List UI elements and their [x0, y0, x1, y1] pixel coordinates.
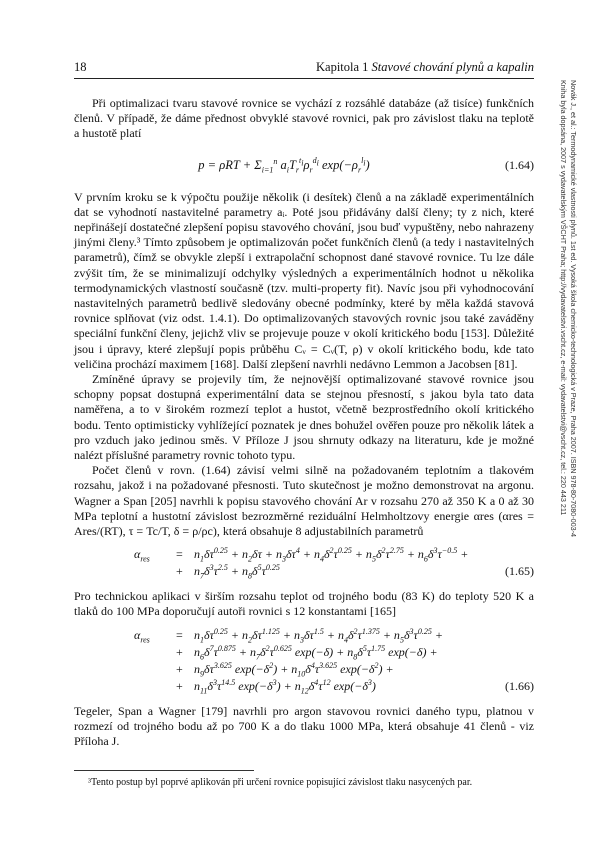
margin-citation-line-1: Novák J., et al.: Termodynamické vlastnosti plynů. 1st ed. Vysoká škola chemicko-technologická v Praze, Praha 2007. ISBN 978-80-7080-003-4	[569, 80, 578, 538]
header-rule	[74, 78, 534, 79]
margin-citation-line-2: Kniha byla dopsána, 2007 s vydavatelským VŠCHT Praha; http://vydavatelstvi.vscht.cz, e-mail: vydavatelstvi@vscht.cz, tel.: 220 443 211	[559, 80, 568, 516]
paragraph-2: V prvním kroku se k výpočtu použije několik (i desítek) členů a na základě experimentálních dat se vyhodnotí nastavitelné parametry aᵢ. Poté jsou přidávány další členy; ty z nich, které nepřinášejí dostatečné zlepšení popisu stavového chování, jsou buď vypuštěny, nebo nahrazeny jinými členy.³ Tímto způsobem je optimalizován počet funkčních členů (a tedy i nastavitelných parametrů), čímž se obvykle zlepší i extrapolační schopnost dané stavové rovnice. Tu lze dále zvýšit tím, že se minimalizují odchylky výsledných a experimentálních hodnot u několika termodynamických vlastností současně (tzv. multi-property fit). Navíc jsou při vyhodnocování nastavitelných parametrů bedlivě sledovány obecné podmínky, které by měla každá stavová rovnice splňovat (viz odst. 1.4.1). Do optimalizovaných stavových rovnic jsou také zaváděny speciální funkční členy, jejichž vliv se projevuje pouze v okolí kritického bodu [153]. Důležité jsou i úpravy, které zlepšují popis průběhu Cᵥ = Cᵥ(T, ρ) v okolí kritického bodu, kde tato veličina prochází maximem [168]. Další zlepšení navrhli nedávno Lemmon a Jacobsen [81].	[74, 189, 534, 371]
equation-1-66-number: (1.66)	[505, 678, 534, 693]
chapter-label: Kapitola 1	[316, 60, 369, 74]
chapter-title: Stavové chování plynů a kapalin	[371, 60, 534, 74]
equation-1-65-number: (1.65)	[505, 564, 534, 579]
running-title	[316, 60, 534, 75]
page-number: 18	[74, 60, 87, 74]
equation-1-64	[74, 150, 534, 184]
page-header	[74, 60, 534, 76]
margin-citation	[560, 80, 588, 600]
equation-1-64-number: (1.64)	[505, 157, 534, 172]
paragraph-1: Při optimalizaci tvaru stavové rovnice se vychází z rozsáhlé databáze (až tisíce) funkčních členů. V případě, že dáme přednost obvyklé stavové rovnici, pak pro závislost tlaku na teplotě a hustotě platí	[74, 96, 534, 141]
paragraph-4: Počet členů v rovn. (1.64) závisí velmi silně na požadovaném teplotním a tlakovém rozsahu, jakož i na požadované přesnosti. Tuto skutečnost je možno demonstrovat na argonu. Wagner a Span [205] navrhli k popisu stavového chování Ar v rozsahu 270 až 350 K a 0 až 30 MPa teplotní a hustotní závislost bezrozměrné reziduální Helmholtzovy energie αres (αres = Ares/(RT), τ = Tc/T, δ = ρ/ρc), která obsahuje 8 adjustabilních parametrů	[74, 463, 534, 539]
equation-1-64-formula: $p = \rho RT + \Sigma_{i=1}^n$ $a_iT_r^{t_i}\rho_r^{d_i}$ $\exp(-\rho_r^{l_i})$	[198, 156, 370, 175]
equation-1-65: $\alpha_{res}$ = $n_1\delta\tau^{0.25} + n_2\delta\tau + n_3\delta\tau^4 + n_4\delta^2\tau^{0.25} + n_5\delta^2\tau^{2.75} + n_6\delta^3\tau^{-0.5}$ + + $n_7\delta^3\tau^{2.5} + n_8\delta^5\tau^{0.25}$ (1.65)	[134, 546, 534, 581]
footnote: ³Tento postup byl poprvé aplikován při určení rovnice popisující závislost tlaku nasycených par.	[88, 777, 473, 788]
paragraph-6: Tegeler, Span a Wagner [179] navrhli pro argon stavovou rovnici daného typu, platnou v rozmezí od trojného bodu až po 700 K a do tlaku 1000 MPa, která obsahuje 41 členů - viz Příloha J.	[74, 703, 534, 749]
footnote-rule	[74, 770, 254, 771]
equation-1-66: $\alpha_{res}$ = $n_1\delta\tau^{0.25} + n_2\delta\tau^{1.125} + n_3\delta\tau^{1.5} + n_4\delta^2\tau^{1.375} + n_5\delta^3\tau^{0.25}$ + + $n_6\delta^7\tau^{0.875} + n_7\delta^2\tau^{0.625}$ $\exp(-\delta) + n_8\delta^5\tau^{1.75}$ exp(−δ) + + $n_9\delta\tau^{3.625}$ $\exp(-\delta^2) + n_{10}\delta^4\tau^{3.625}$ $\exp(-\delta^2)$ + + $n_{11}\delta^3\tau^{14.5}$ $\exp(-\delta^3) + n_{12}\delta^4\tau^{12}$ $\exp(-\delta^3)$ (1.66)	[134, 626, 534, 696]
body-text	[74, 96, 534, 749]
paragraph-5: Pro technickou aplikaci v širším rozsahu teplot od trojného bodu (83 K) do teploty 520 K a tlaků do 100 MPa doporučují autoři rovnici s 12 konstantami [165]	[74, 589, 534, 619]
paragraph-3: Zmíněné úpravy se projevily tím, že nejnovější optimalizované stavové rovnice jsou schopny popsat dostupná experimentální data se stejnou přesností, s jakou byla tato data naměřena, a to v širokém rozmezí teplot a hustot, včetně bezprostředního okolí kritického bodu. Tento optimisticky vyhlížející poznatek je dnes bohužel ověřen pouze pro několik látek a pro vzduch jako jedinou směs. V Příloze J jsou shrnuty odkazy na literaturu, kde je možné nalézt příslušné parametry rovnic tohoto typu.	[74, 372, 534, 463]
